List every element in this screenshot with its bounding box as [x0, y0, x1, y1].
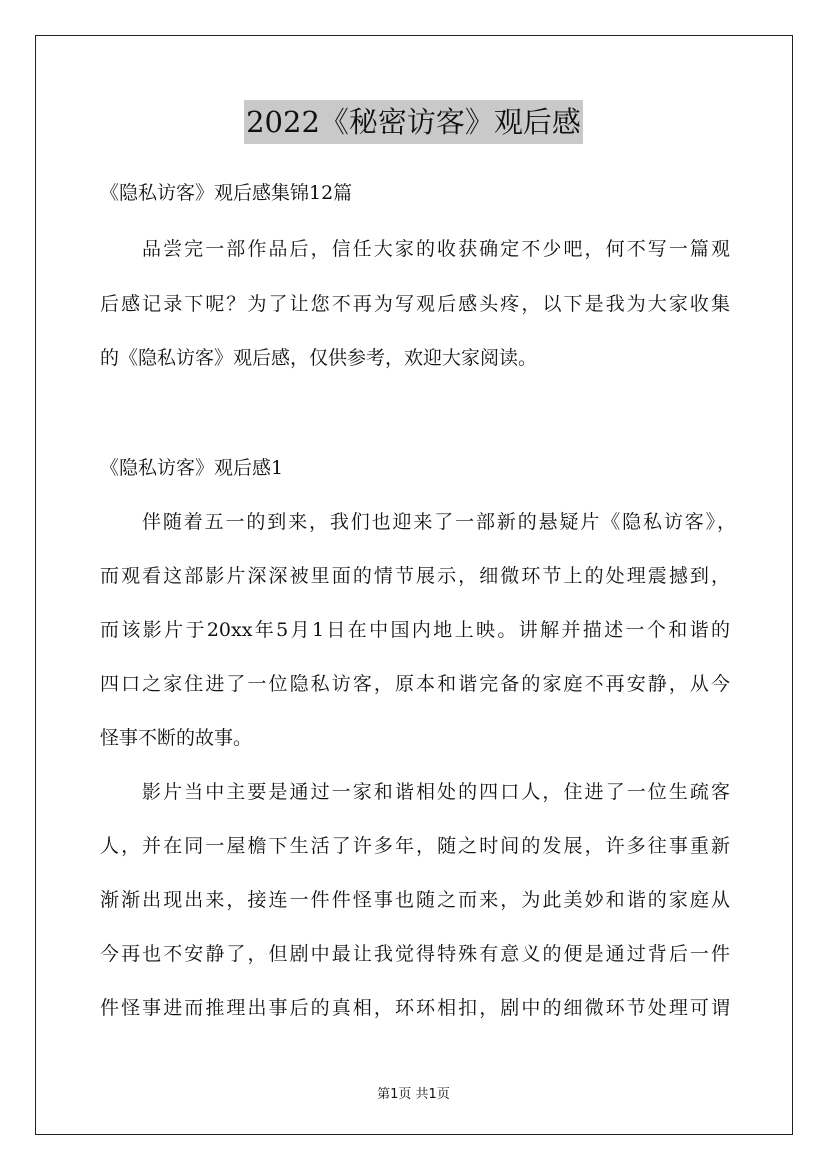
paragraph1-line-2: 而观看这部影片深深被里面的情节展示，细微环节上的处理震撼到， — [100, 565, 730, 587]
intro-line-3: 的《隐私访客》观后感，仅供参考，欢迎大家阅读。 — [100, 347, 538, 369]
paragraph1-line-1: 伴随着五一的到来，我们也迎来了一部新的悬疑片《隐私访客》， — [142, 511, 736, 533]
paragraph1-line-4: 四口之家住进了一位隐私访客，原本和谐完备的家庭不再安静，从今 — [100, 673, 730, 695]
section-heading: 《隐私访客》观后感1 — [100, 457, 284, 479]
intro-line-2: 后感记录下呢？为了让您不再为写观后感头疼，以下是我为大家收集 — [100, 293, 730, 315]
title-container — [0, 100, 827, 144]
page-footer: 第1页 共1页 — [377, 1087, 450, 1102]
paragraph1-line-3: 而该影片于20xx年5月1日在中国内地上映。讲解并描述一个和谐的 — [100, 619, 730, 641]
paragraph2-line-1: 影片当中主要是通过一家和谐相处的四口人，住进了一位生疏客 — [142, 781, 730, 803]
document-title: 2022《秘密访客》观后感 — [244, 100, 583, 144]
paragraph1-line-5: 怪事不断的故事。 — [100, 727, 253, 749]
paragraph2-line-2: 人，并在同一屋檐下生活了许多年，随之时间的发展，许多往事重新 — [100, 835, 730, 857]
intro-line-1: 品尝完一部作品后，信任大家的收获确定不少吧，何不写一篇观 — [142, 238, 730, 260]
paragraph2-line-4: 今再也不安静了，但剧中最让我觉得特殊有意义的便是通过背后一件 — [100, 943, 730, 965]
paragraph2-line-3: 渐渐出现出来，接连一件件怪事也随之而来，为此美妙和谐的家庭从 — [100, 889, 730, 911]
document-subtitle: 《隐私访客》观后感集锦12篇 — [100, 182, 353, 204]
paragraph2-line-5: 件怪事进而推理出事后的真相，环环相扣，剧中的细微环节处理可谓 — [100, 997, 730, 1019]
